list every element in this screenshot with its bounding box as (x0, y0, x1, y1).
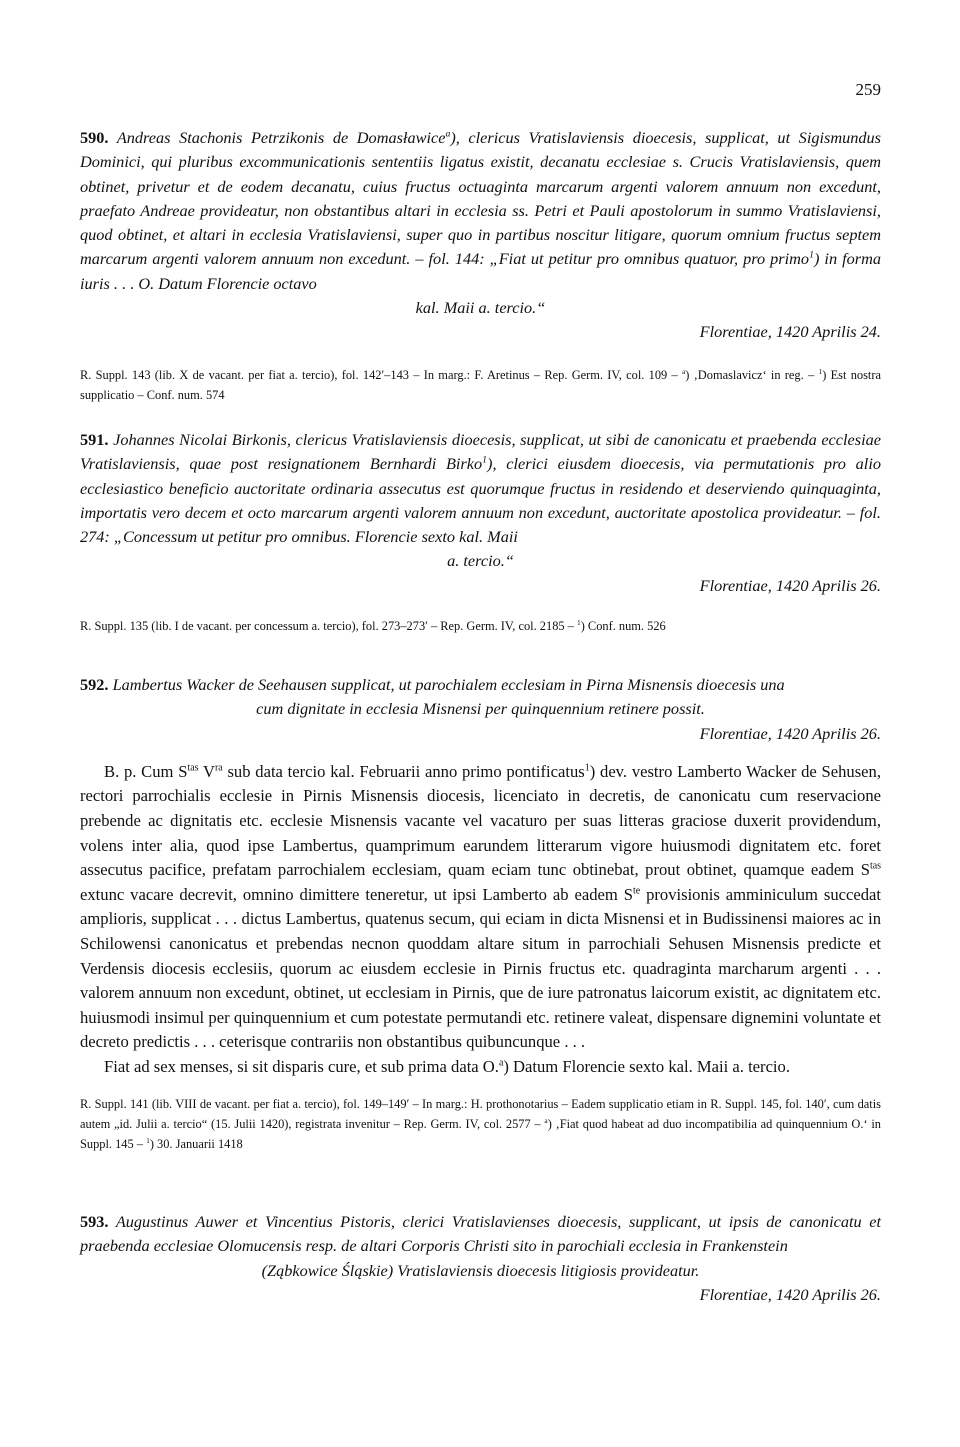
entry-number: 593. (80, 1212, 109, 1231)
critical-apparatus: R. Suppl. 143 (lib. X de vacant. per fiat a. tercio), fol. 142′–143 – In marg.: F. Aretinus – Rep. Germ. IV, col. 109 – $^a$) ‚Domaslavicz‘ in reg. – $^1$) Est nostra supplicatio – Conf. num. 574 (80, 366, 881, 402)
page-number: 259 (855, 80, 881, 99)
entry-591 (80, 428, 881, 636)
entry-593 (80, 1210, 881, 1307)
summary-text: Andreas Stachonis Petrzikonis de Domasławice$^a$), clericus Vratislaviensis dioecesis, supplicat, ut Sigismundus Dominici, qui pluribus excommunicationis sententiis ligatus existit, decanatu ecclesiae s. Crucis Vratislaviensis, quem obtinet, privetur et de eodem decanatu, cuius fructus octuaginta marcarum argenti valorem annuum non excedunt, praefato Andreae provideatur, non obstantibus altari in ecclesia ss. Petri et Pauli apostolorum in summo Vratislaviensi, quod obtinet, et altari in ecclesia Vratislaviensi, super quo in partibus noscitur litigare, quorum omnium fructus septem marcarum argenti valorem annuum non excedunt. – fol. 144: „Fiat ut petitur pro omnibus quatuor, pro primo$^1$) in forma iuris . . . O. Datum Florencie octavo (80, 128, 882, 293)
entry-590 (80, 126, 881, 405)
entry-number: 590. (80, 128, 109, 147)
summary-end: cum dignitate in ecclesia Misnensi per quinquennium retinere possit. (256, 699, 705, 719)
entry-summary (80, 673, 881, 697)
entry-date: Florentiae, 1420 Aprilis 26. (699, 723, 881, 743)
entry-date: Florentiae, 1420 Aprilis 26. (699, 1284, 881, 1304)
entry-number: 592. (80, 675, 109, 694)
entry-summary (80, 1210, 881, 1259)
entry-summary (80, 428, 881, 549)
entry-summary (80, 126, 881, 296)
entry-date: Florentiae, 1420 Aprilis 24. (699, 322, 881, 342)
summary-text: Lambertus Wacker de Seehausen supplicat, ut parochialem ecclesiam in Pirna Misnensis dioecesis una (112, 675, 785, 694)
entry-date: Florentiae, 1420 Aprilis 26. (699, 575, 881, 595)
summary-text: Johannes Nicolai Birkonis, clericus Vratislaviensis dioecesis, supplicat, ut sibi de canonicatu et praebenda ecclesiae Vratislaviensis, quae post resignationem Bernhardi Birko$^1$), clerici eiusdem dioecesis, via permutationis pro alio ecclesiastico beneficio auctoritate ordinaria assecutus est quorumque fructus in residendo et deserviendo quinquaginta, importatis vero decem et octo marcarum argenti valorem annuum non excedunt, auctoritate apostolica provideatur. – fol. 274: „Concessum ut petitur pro omnibus. Florencie sexto kal. Maii (80, 430, 881, 547)
entry-number: 591. (80, 430, 109, 449)
critical-apparatus: R. Suppl. 141 (lib. VIII de vacant. per fiat a. tercio), fol. 149–149′ – In marg.: H. prothonotarius – Eadem supplicatio etiam in R. Suppl. 145, fol. 140′, cum datis autem „id. Julii a. tercio“ (15. Julii 1420), registrata invenitur – Rep. Germ. IV, col. 2577 – $^a$) ‚Fiat quod habeat ad duo incompatibilia ad quinquennium O.‘ in Suppl. 145 – $^1$) 30. Januarii 1418 (80, 1096, 881, 1151)
summary-end: a. tercio.“ (447, 551, 514, 571)
supplication-text: B. p. Cum $S^{tas}$ $V^{ra}$ sub data tercio kal. Februarii anno primo pontificatus$^1$) dev. vestro Lamberto Wacker de Sehusen, rectori parrochialis ecclesie in Pirnis Misnensis diocesis, licenciato in decretis, de canonicatu cum reservacione prebende ac dignitatis etc. ecclesie Misnensis vacante vel vacaturo per suas litteras graciose duxerit providendum, volens inter alia, quod ipse Lambertus, quamprimum earundem litterarum vigore huiusmodi dignitatem etc. foret assecutus pacifice, prefatam parrochialem ecclesiam, quam eciam tunc obtinebat, prout obtinet, quamque eadem $S^{tas}$ extunc vacare decrevit, omnino dimittere teneretur, ut ipsi Lamberto ab eadem $S^{te}$ provisionis amminiculum succedat amplioris, supplicat . . . dictus Lambertus, quatenus secum, qui eciam in dicta Misnensi et in Budissinensi maiores ac in Schilowensi canonicatus et prebendas necnon quoddam altare situm in parrochiali Sehusen Misnensis predicte et Verdensis diocesis ecclesiis, quorum ac eiusdem ecclesie in Pirnis fructus etc. quadraginta marcharum argenti . . . valorem annuum non excedunt, obtinet, ut ecclesiam in Pirnis, que de iure patronatus laicorum existit, ac dignitatem etc. huiusmodi insimul per quinquennium et cum potestate permutandi etc. retinere valeat, dispensare dignemini voluntate et decreto predictis . . . ceterisque contrariis non obstantibus quibuncunque . . . (80, 761, 882, 1052)
summary-end: kal. Maii a. tercio.“ (415, 298, 546, 318)
entry-592 (80, 673, 881, 1154)
supplication-signature: Fiat ad sex menses, si sit disparis cure, et sub prima data O.$^a$) Datum Florencie sexto kal. Maii a. tercio. (104, 1057, 790, 1077)
critical-apparatus: R. Suppl. 135 (lib. I de vacant. per concessum a. tercio), fol. 273–273′ – Rep. Germ. IV, col. 2185 – $^1$) Conf. num. 526 (80, 617, 666, 634)
summary-end: (Ząbkowice Śląskie) Vratislaviensis dioecesis litigiosis provideatur. (261, 1260, 700, 1280)
summary-text: Augustinus Auwer et Vincentius Pistoris, clerici Vratislavienses dioecesis, supplicant, ut ipsis de canonicatu et praebenda ecclesiae Olomucensis resp. de altari Corporis Christi sito in parochiali ecclesia in Frankenstein (80, 1212, 881, 1256)
